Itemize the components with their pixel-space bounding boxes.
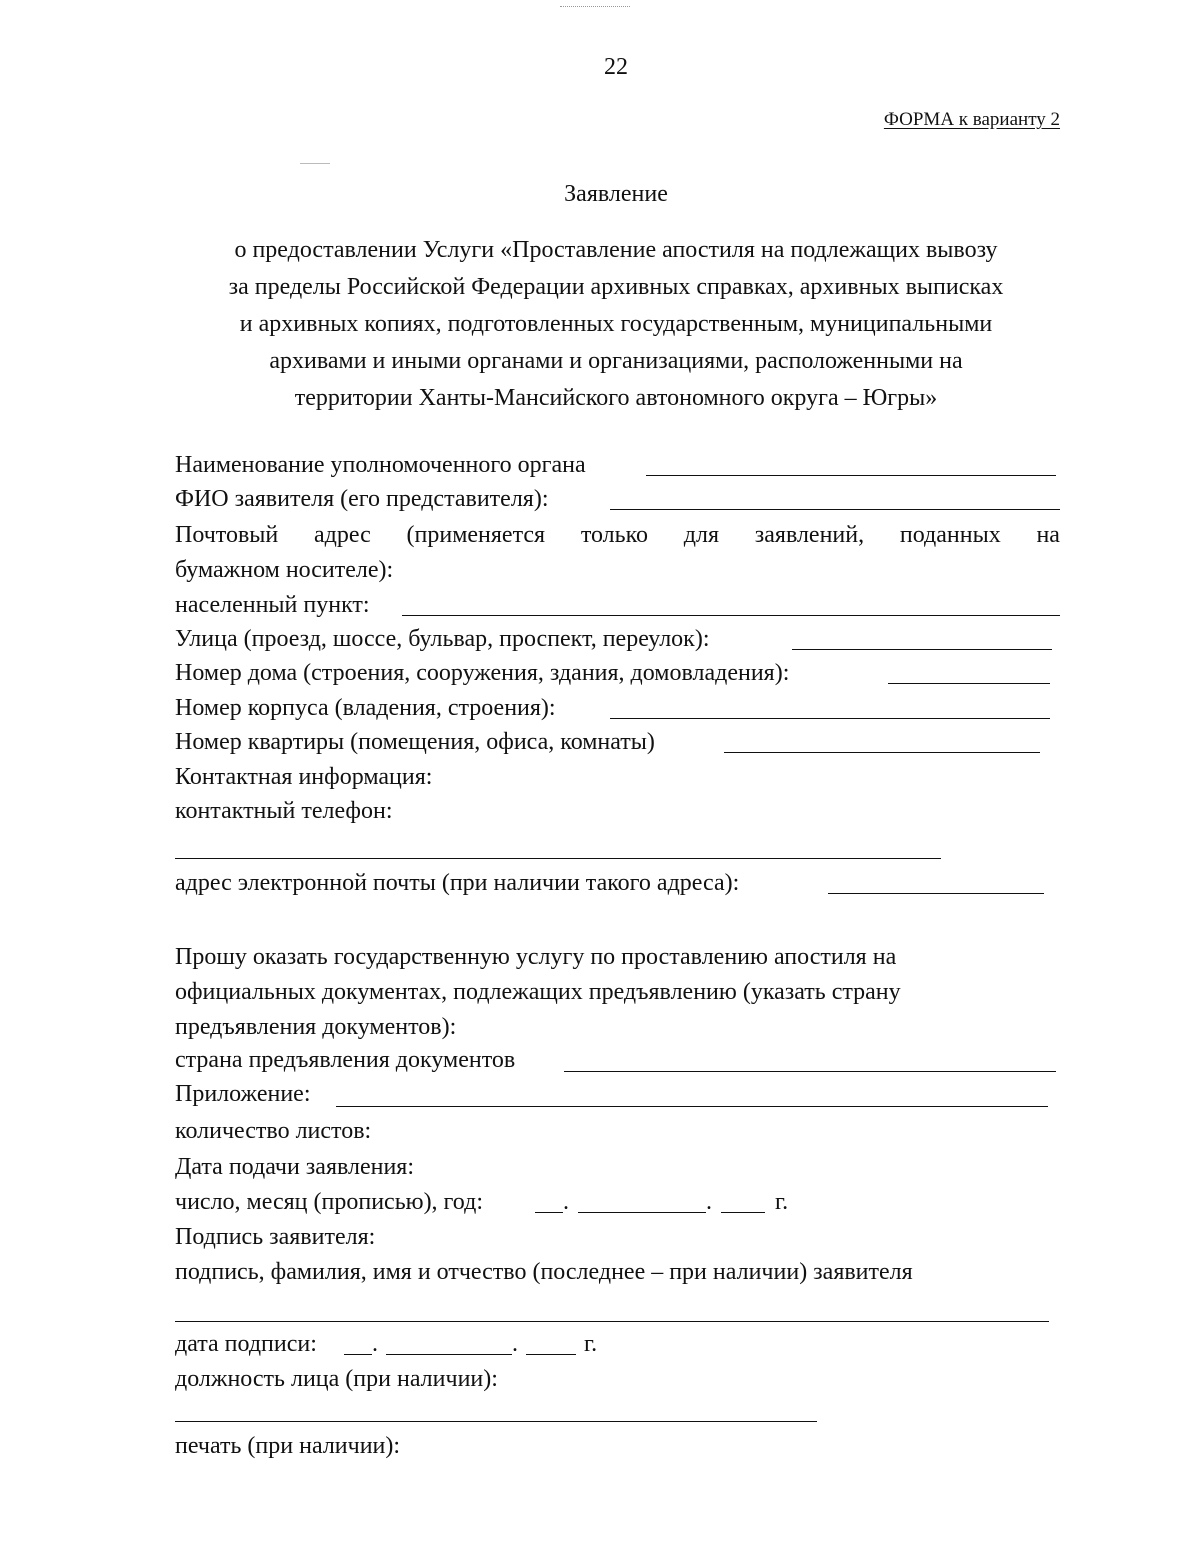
sign-month-field-line[interactable] bbox=[386, 1354, 512, 1355]
locality-label: населенный пункт: bbox=[175, 592, 370, 618]
subtitle-line: о предоставлении Услуги «Проставление апостиля на подлежащих вывозу bbox=[234, 237, 998, 263]
subtitle-line: за пределы Российской Федерации архивных справках, архивных выписках bbox=[228, 274, 1004, 300]
request-text-line: официальных документах, подлежащих предъявлению (указать страну bbox=[175, 979, 901, 1005]
applicant-name-label: ФИО заявителя (его представителя): bbox=[175, 486, 549, 512]
apartment-number-field-line[interactable] bbox=[724, 752, 1040, 753]
position-label: должность лица (при наличии): bbox=[175, 1366, 498, 1392]
scan-artifact bbox=[300, 163, 330, 164]
postal-address-label bbox=[175, 520, 1060, 550]
postal-address-label-cont: бумажном носителе): bbox=[175, 557, 394, 583]
signature-date-label: дата подписи: bbox=[175, 1331, 317, 1357]
month-field-line[interactable] bbox=[578, 1212, 706, 1213]
postal-word: заявлений, bbox=[754, 522, 865, 548]
sheet-count-label: количество листов: bbox=[175, 1118, 372, 1144]
date-separator: . bbox=[563, 1189, 569, 1215]
subtitle-line: и архивных копиях, подготовленных государственным, муниципальными bbox=[239, 311, 993, 337]
request-text-line: Прошу оказать государственную услугу по проставлению апостиля на bbox=[175, 944, 897, 970]
building-number-field-line[interactable] bbox=[610, 718, 1050, 719]
sign-year-field-line[interactable] bbox=[526, 1354, 576, 1355]
date-separator: . bbox=[706, 1189, 712, 1215]
request-text-line: предъявления документов): bbox=[175, 1014, 457, 1040]
signature-details-label: подпись, фамилия, имя и отчество (последнее – при наличии) заявителя bbox=[175, 1259, 913, 1285]
document-title: Заявление bbox=[564, 181, 668, 207]
applicant-name-field-line[interactable] bbox=[610, 509, 1060, 510]
date-separator: . bbox=[512, 1331, 518, 1357]
email-label: адрес электронной почты (при наличии такого адреса): bbox=[175, 870, 740, 896]
sign-day-field-line[interactable] bbox=[344, 1354, 372, 1355]
phone-label: контактный телефон: bbox=[175, 798, 393, 824]
street-label: Улица (проезд, шоссе, бульвар, проспект, переулок): bbox=[175, 626, 710, 652]
attachment-label: Приложение: bbox=[175, 1081, 311, 1107]
signature-field-line[interactable] bbox=[175, 1321, 1049, 1322]
postal-word: поданных bbox=[899, 522, 1001, 548]
street-field-line[interactable] bbox=[792, 649, 1052, 650]
document-subtitle bbox=[150, 232, 1082, 417]
year-field-line[interactable] bbox=[721, 1212, 765, 1213]
submission-date-label: Дата подачи заявления: bbox=[175, 1154, 415, 1180]
year-suffix: г. bbox=[775, 1189, 789, 1215]
apartment-number-label: Номер квартиры (помещения, офиса, комнаты) bbox=[175, 729, 655, 755]
postal-word: Почтовый bbox=[175, 522, 279, 548]
date-separator: . bbox=[372, 1331, 378, 1357]
postal-word: только bbox=[580, 522, 649, 548]
postal-word: (применяется bbox=[406, 522, 546, 548]
email-field-line[interactable] bbox=[828, 893, 1044, 894]
house-number-label: Номер дома (строения, сооружения, здания, домовладения): bbox=[175, 660, 790, 686]
page-number: 22 bbox=[604, 54, 628, 80]
country-field-line[interactable] bbox=[564, 1071, 1056, 1072]
signature-label: Подпись заявителя: bbox=[175, 1224, 376, 1250]
postal-word: адрес bbox=[314, 522, 371, 548]
building-number-label: Номер корпуса (владения, строения): bbox=[175, 695, 556, 721]
locality-field-line[interactable] bbox=[402, 615, 1060, 616]
postal-word: для bbox=[683, 522, 720, 548]
attachment-field-line[interactable] bbox=[336, 1106, 1048, 1107]
subtitle-line: архивами и иными органами и организациями, расположенными на bbox=[269, 348, 963, 374]
year-suffix: г. bbox=[584, 1331, 598, 1357]
submission-date-line-label: число, месяц (прописью), год: bbox=[175, 1189, 483, 1215]
position-field-line[interactable] bbox=[175, 1421, 817, 1422]
authority-field-line[interactable] bbox=[646, 475, 1056, 476]
contact-info-label: Контактная информация: bbox=[175, 764, 433, 790]
day-field-line[interactable] bbox=[535, 1212, 563, 1213]
scan-artifact bbox=[560, 6, 630, 7]
seal-label: печать (при наличии): bbox=[175, 1433, 401, 1459]
postal-word: на bbox=[1036, 522, 1060, 548]
subtitle-line: территории Ханты-Мансийского автономного округа – Югры» bbox=[294, 385, 938, 411]
country-label: страна предъявления документов bbox=[175, 1047, 516, 1073]
authority-label: Наименование уполномоченного органа bbox=[175, 452, 586, 478]
phone-field-line[interactable] bbox=[175, 858, 941, 859]
form-variant-label: ФОРМА к варианту 2 bbox=[883, 109, 1060, 130]
house-number-field-line[interactable] bbox=[888, 683, 1050, 684]
